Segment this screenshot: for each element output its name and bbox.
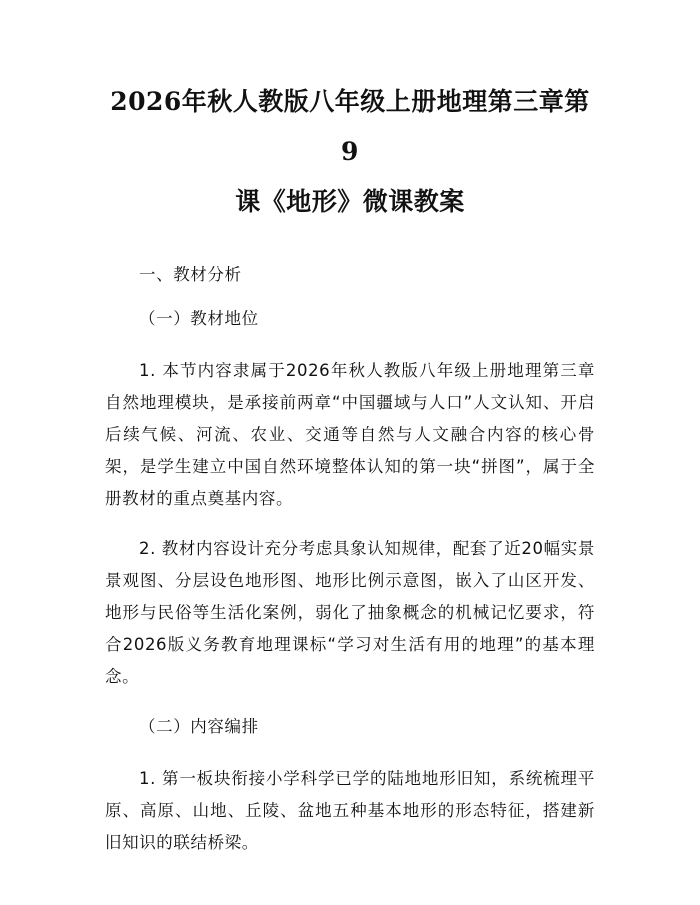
subsection-heading-arrangement: （二）内容编排 — [139, 717, 259, 736]
paragraph-2: 2. 教材内容设计充分考虑具象认知规律，配套了近20幅实景景观图、分层设色地形图、地形比例示意图，嵌入了山区开发、地形与民俗等生活化案例，弱化了抽象概念的机械记忆要求，符合2026版义务教育地理课标“学习对生活有用的地理”的基本理念。 — [105, 539, 595, 686]
title-line-2: 课《地形》微课教案 — [235, 187, 465, 216]
section-heading-analysis: 一、教材分析 — [139, 265, 242, 284]
subsection-heading-position: （一）教材地位 — [139, 309, 259, 328]
paragraph-1: 1. 本节内容隶属于2026年秋人教版八年级上册地理第三章自然地理模块，是承接前两章“中国疆域与人口”人文认知、开启后续气候、河流、农业、交通等自然与人文融合内容的核心骨架，是学生建立中国自然环境整体认知的第一块“拼图”，属于全册教材的重点奠基内容。 — [105, 361, 595, 508]
paragraph-3: 1. 第一板块衔接小学科学已学的陆地地形旧知，系统梳理平原、高原、山地、丘陵、盆地五种基本地形的形态特征，搭建新旧知识的联结桥梁。 — [105, 769, 595, 852]
document-title — [105, 77, 595, 227]
title-line-1: 2026年秋人教版八年级上册地理第三章第9 — [110, 87, 590, 166]
